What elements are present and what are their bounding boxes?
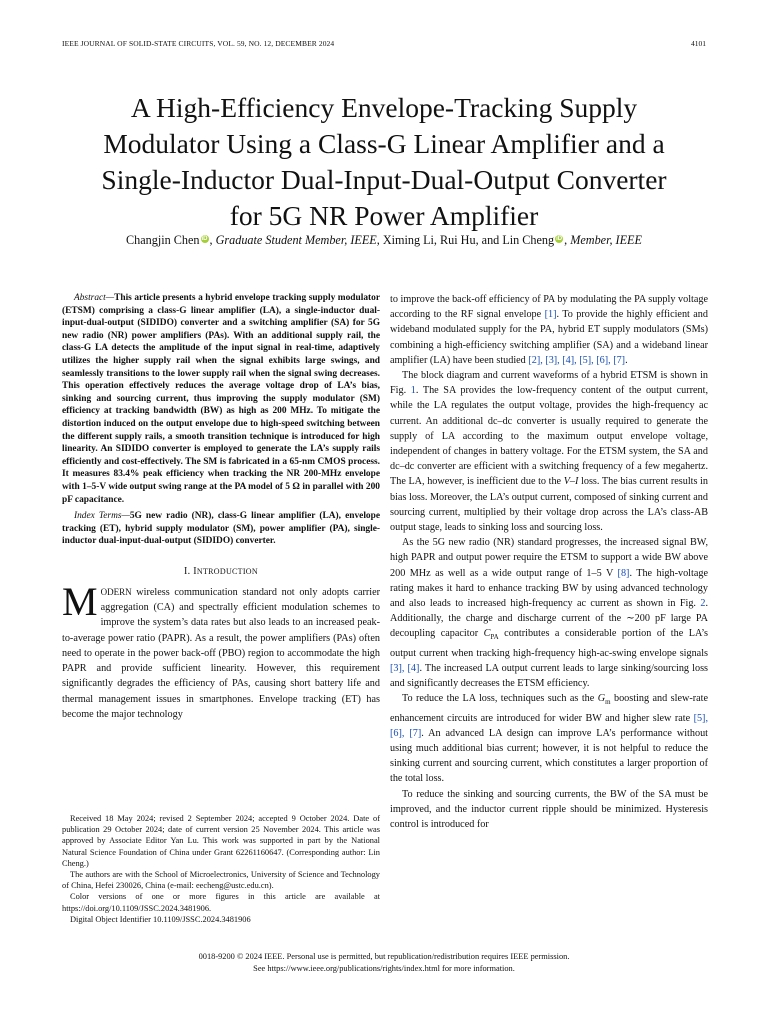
body-paragraph: To reduce the sinking and sourcing currents, the BW of the SA must be improved, and the inductor current ripple should be minimized. Hysteresis control is introduced for xyxy=(390,788,708,830)
footnotes xyxy=(62,813,380,925)
author-names: , Ximing Li, Rui Hu, and Lin Cheng xyxy=(376,233,555,247)
title-line: Modulator Using a Class-G Linear Amplifier and a xyxy=(103,128,665,160)
copyright-line: 0018-9200 © 2024 IEEE. Personal use is permitted, but republication/redistribution requires IEEE permission. xyxy=(198,952,570,961)
author-role: Graduate Student Member, IEEE xyxy=(215,233,377,247)
abstract xyxy=(62,292,380,506)
citation-link[interactable]: [8] xyxy=(617,567,630,579)
abstract-lead: Abstract— xyxy=(74,293,115,303)
footnote: Received 18 May 2024; revised 2 September 2024; accepted 9 October 2024. Date of publication 29 October 2024; date of current version 25 November 2024. This article was approved by Associate Editor Yan Lu. This work was supported in part by the National Natural Science Foundation of China under Grant 62261160647. (Corresponding author: Lin Cheng.) xyxy=(62,814,380,868)
footnote: The authors are with the School of Microelectronics, University of Science and Technology of China, Hefei 230026, China (e-mail: eecheng@ustc.edu.cn). xyxy=(62,870,380,891)
paper-title xyxy=(40,90,728,234)
footnote: Digital Object Identifier 10.1109/JSSC.2024.3481906 xyxy=(70,914,251,924)
left-column xyxy=(62,292,380,722)
title-line: for 5G NR Power Amplifier xyxy=(229,200,539,232)
index-terms-lead: Index Terms— xyxy=(74,511,130,522)
body-paragraph: As the 5G new radio (NR) standard progresses, the increased signal BW, high PAPR and output power require the ETSM to support a wide BW above 200 MHz as well as a wide output range of 1–5 V [8]. The high-voltage rating makes it hard to enhance tracking BW by using advanced technology and also leads to increased high-frequency ac current as shown in Fig. 2. Additionally, the charge and discharge current of the ∼200 pF large PA decoupling capacitor $C_{PA}$ contributes a considerable portion of the LA’s output current when tracking high-frequency high-ac-swing envelope signals [3], [4]. The increased LA output current leads to large sinking/sourcing loss and significantly decreases the ETSM efficiency. xyxy=(390,537,708,690)
section-heading: I. INTRODUCTION xyxy=(184,565,258,577)
drop-cap: M xyxy=(62,579,98,625)
running-header: IEEE JOURNAL OF SOLID-STATE CIRCUITS, VOL. 59, NO. 12, DECEMBER 2024 xyxy=(62,39,335,48)
citation-link[interactable]: [2], [3], [4], [5], [6], [7] xyxy=(528,354,626,366)
right-column xyxy=(390,292,708,832)
body-paragraph: To reduce the LA loss, techniques such as the $G_m$ boosting and slew-rate enhancement circuits are introduced for wider BW and higher slew rate [5], [6], [7]. An advanced LA design can improve LA’s performance without using much additional bias current; however, it is not helpful to reduce the sinking current and sourcing current, which constitutes a larger proportion of the total loss. xyxy=(390,693,708,785)
figure-link[interactable]: 1 xyxy=(410,385,416,397)
intro-paragraph: MODERN wireless communication standard not only adopts carrier aggregation (CA) and spectrally efficient modulation schemes to improve the system’s data rates but also leads to an increased peak-to-average power ratio (PAPR). As a result, the power amplifiers (PAs) often need to operate in the power back-off (PBO) region to accommodate the high PAPR and provide sufficient linearity. However, this requirement significantly degrades the efficiency of PAs, causing short battery life and thermal management issues in smartphones. Envelope tracking (ET) has become the major technology xyxy=(62,579,380,720)
copyright-footer xyxy=(40,951,728,974)
author-list: Changjin Chen iD , Graduate Student Member, IEEE, Ximing Li, Rui Hu, and Lin Cheng iD , Member, IEEE xyxy=(126,233,642,247)
rights-line: See https://www.ieee.org/publications/rights/index.html for more information. xyxy=(253,963,515,973)
page-number: 4101 xyxy=(691,39,706,48)
citation-link[interactable]: [3], [4] xyxy=(390,662,420,674)
abstract-text: This article presents a hybrid envelope tracking supply modulator (ETSM) comprising a class-G linear amplifier (LA), a single-inductor dual-input-dual-output (SIDIDO) converter and a switching amplifier (SA) for 5G new radio (NR) power amplifiers (PAs). With an additional supply rail, the class-G LA detects the amplitude of the input signal in real-time, adaptively utilizes the higher supply rail when the signal exhibits large swings, and seamlessly transitions to the lower supply rail when the signal swing decreases. This operation effectively reduces the average voltage drop of LA’s bias, sinking and sourcing current, thus improving the supply modulator (SM) efficiency at tracking bandwidth (BW) as high as 200 MHz. To mitigate the distortion induced on the output envelope due to high-speed switching between the different supply rails, a smooth transition technique is introduced for high linearity. An SIDIDO converter is employed to generate the LA’s supply rails efficiently and cost-effectively. The SM is fabricated in a 65-nm CMOS process. It measures 83.4% peak efficiency when tracking the NR 200-MHz envelope with 1–5-V wide output swing range at the PA model of 5 Ω in parallel with 200 pF capacitance. xyxy=(62,293,380,505)
title-line: A High-Efficiency Envelope-Tracking Supply xyxy=(130,92,638,124)
author-role: Member, IEEE xyxy=(570,233,642,247)
figure-link[interactable]: 2 xyxy=(700,598,706,610)
citation-link[interactable]: [1] xyxy=(544,309,557,321)
author-name: Changjin Chen xyxy=(126,233,200,247)
index-terms-text: 5G new radio (NR), class-G linear amplifier (LA), envelope tracking (ET), hybrid supply modulator (SM), power amplifier (PA), single-inductor dual-input-dual-output (SIDIDO) converter. xyxy=(62,511,380,547)
body-paragraph: to improve the back-off efficiency of PA by modulating the PA supply voltage according to the RF signal envelope [1]. To provide the highly efficient and wideband modulated supply for the PA, hybrid ET supply modulators (SMs) combining a high-efficiency switching amplifier (SA) and a wideband linear amplifier (LA) have been studied [2], [3], [4], [5], [6], [7]. xyxy=(390,294,708,366)
footnote: Color versions of one or more figures in this article are available at https://doi.org/10.1109/JSSC.2024.3481906. xyxy=(62,892,380,913)
body-paragraph: The block diagram and current waveforms of a hybrid ETSM is shown in Fig. 1. The SA provides the low-frequency content of the output current, while the LA regulates the output voltage, provides the high-frequency ac current. An additional dc–dc converter is usually required to generate the supply of LA according to the maximum output envelope voltage, independent of changes in battery voltage. For the ETSM system, the SA and dc–dc converter are efficient with a switching frequency of a few megahertz. The LA, however, is inefficient due to the V–I loss. The bias current results in bias loss. Moreover, the LA’s output current, composed of sinking current and sourcing current, multiplied by their voltage drop across the LA’s class-AB output stage, leads to sinking loss and sourcing loss. xyxy=(390,370,709,534)
index-terms xyxy=(62,510,380,548)
orcid-icon[interactable]: iD xyxy=(201,236,208,242)
title-line: Single-Inductor Dual-Input-Dual-Output Converter xyxy=(101,164,667,196)
orcid-icon[interactable]: iD xyxy=(556,236,563,242)
citation-link[interactable]: [5], [6], [7] xyxy=(390,712,708,739)
